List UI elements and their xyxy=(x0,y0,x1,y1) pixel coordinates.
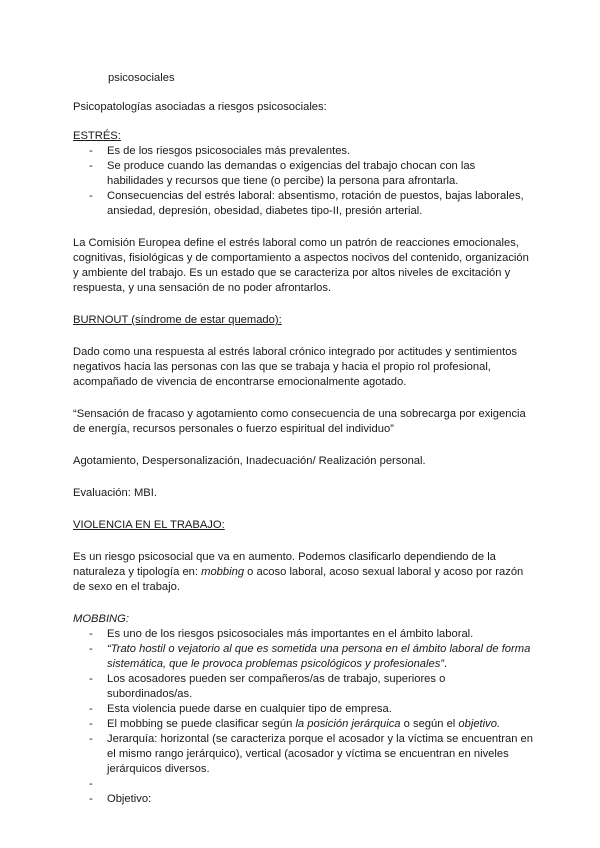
list-item: - Los acosadores pueden ser compañeros/as de trabajo, superiores o subordinados/as. xyxy=(73,672,533,702)
document-page xyxy=(73,71,533,807)
violencia-heading: VIOLENCIA EN EL TRABAJO: xyxy=(73,519,225,531)
burnout-dimensions: Agotamiento, Despersonalización, Inadecuación/ Realización personal. xyxy=(73,455,426,467)
estres-heading: ESTRÉS: xyxy=(73,130,121,142)
mobbing-class-italic-1: la posición jerárquica xyxy=(295,718,401,730)
list-item: - Es uno de los riesgos psicosociales más importantes en el ámbito laboral. xyxy=(73,627,533,642)
mobbing-class-text-1: El mobbing se puede clasificar según xyxy=(107,718,296,730)
mobbing-heading: MOBBING: xyxy=(73,613,129,625)
estres-paragraph: La Comisión Europea define el estrés laboral como un patrón de reacciones emocionales, cognitivas, fisiológicas y de comportamiento a aspectos nocivos del contenido, organización y ambiente del trabajo. Es un estado que se caracteriza por altos niveles de excitación y respuesta, y una sensación de no poder afrontarlos. xyxy=(73,237,529,294)
intro-heading: Psicopatologías asociadas a riesgos psicosociales: xyxy=(73,101,327,113)
violencia-text-2: o acoso laboral, acoso sexual laboral y acoso por razón de sexo en el trabajo. xyxy=(73,566,524,593)
mobbing-list xyxy=(73,627,533,807)
list-item: - Consecuencias del estrés laboral: absentismo, rotación de puestos, bajas laborales, ansiedad, depresión, obesidad, diabetes tipo-II, presión arterial. xyxy=(73,189,533,219)
burnout-quote: “Sensación de fracaso y agotamiento como consecuencia de una sobrecarga por exigencia de energía, recursos personales o fuerzo espiritual del individuo” xyxy=(73,408,526,435)
estres-list xyxy=(73,144,533,219)
burnout-paragraph: Dado como una respuesta al estrés laboral crónico integrado por actitudes y sentimientos negativos hacia las personas con las que se trabaja y hacia el propio rol profesional, acompañado de vivencia de encontrarse emocionalmente agotado. xyxy=(73,346,518,388)
mobbing-class-text-2: o según el xyxy=(400,718,459,730)
mobbing-class-italic-2: objetivo. xyxy=(458,718,501,730)
list-item: - Jerarquía: horizontal (se caracteriza porque el acosador y la víctima se encuentran en el mismo rango jerárquico), vertical (acosador y víctima se encuentran en niveles jerárquicos diversos. xyxy=(73,732,533,777)
mobbing-definition-quote: “Trato hostil o vejatorio al que es sometida una persona en el ámbito laboral de forma sistemática, que le provoca problemas psicológicos y profesionales” xyxy=(107,643,531,670)
continuation-line: psicosociales xyxy=(108,72,175,84)
list-item: - Esta violencia puede darse en cualquier tipo de empresa. xyxy=(73,702,533,717)
mobbing-definition-end: . xyxy=(444,658,448,670)
list-item: - Objetivo: xyxy=(73,792,533,807)
violencia-paragraph xyxy=(73,550,533,595)
mobbing-term: mobbing xyxy=(201,566,245,578)
burnout-evaluation: Evaluación: MBI. xyxy=(73,487,157,499)
list-item xyxy=(73,717,533,732)
list-item: - Es de los riesgos psicosociales más prevalentes. xyxy=(73,144,533,159)
violencia-text-1: Es un riesgo psicosocial que va en aumento. Podemos clasificarlo dependiendo de la naturaleza y tipología en: xyxy=(73,551,496,578)
list-item xyxy=(73,642,533,672)
list-item: - Se produce cuando las demandas o exigencias del trabajo chocan con las habilidades y recursos que tiene (o percibe) la persona para afrontarla. xyxy=(73,159,533,189)
burnout-heading: BURNOUT (síndrome de estar quemado): xyxy=(73,314,282,326)
list-item xyxy=(73,777,533,792)
